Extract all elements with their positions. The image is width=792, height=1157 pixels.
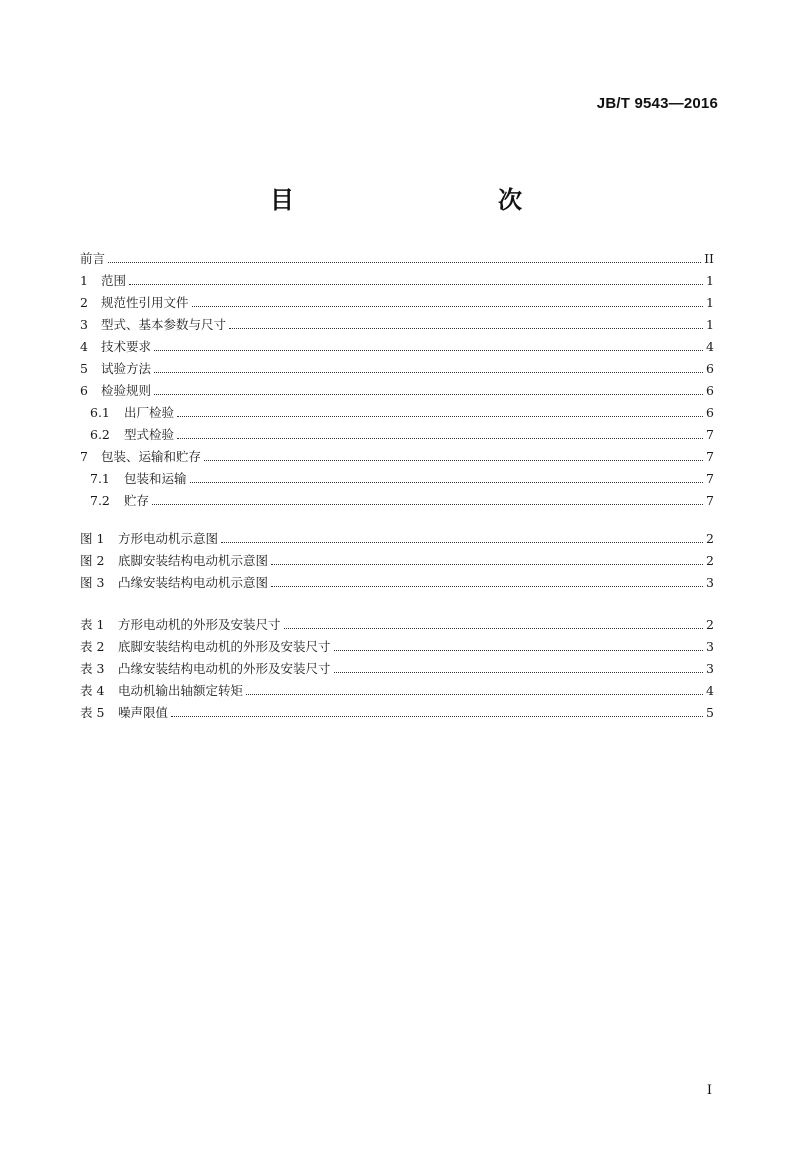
toc-entry-label: 方形电动机的外形及安装尺寸	[118, 617, 281, 632]
toc-entry-foreword[interactable]	[80, 247, 714, 267]
toc-entry-6-1[interactable]	[80, 401, 714, 421]
toc-entry-page: 6	[706, 361, 714, 376]
toc-leader-dots	[246, 693, 703, 695]
toc-leader-dots	[177, 437, 703, 439]
toc-entry-5[interactable]	[80, 357, 714, 377]
toc-entry-number: 6.2	[90, 427, 110, 442]
toc-entry-page: 1	[706, 295, 714, 310]
toc-entry-6-2[interactable]	[80, 423, 714, 443]
toc-entry-page: 7	[706, 493, 714, 508]
toc-entry-7[interactable]	[80, 445, 714, 465]
toc-entry-page: 6	[706, 405, 714, 420]
toc-entry-label: 电动机输出轴额定转矩	[118, 683, 244, 698]
toc-entry-label: 型式、基本参数与尺寸	[101, 317, 227, 332]
toc-entry-label: 型式检验	[124, 427, 175, 442]
toc-entry-number: 7.2	[90, 493, 110, 508]
toc-leader-dots	[154, 349, 703, 351]
toc-entry-number: 图 1	[80, 531, 105, 546]
toc-entry-number: 7.1	[90, 471, 110, 486]
toc-entry-label: 试验方法	[101, 361, 152, 376]
toc-leader-dots	[154, 371, 703, 373]
toc-entry-label: 凸缘安装结构电动机的外形及安装尺寸	[118, 661, 331, 676]
toc-entry-page: 3	[706, 661, 714, 676]
toc-entry-number: 6	[80, 383, 88, 398]
toc-entry-number: 表 3	[80, 661, 105, 676]
toc-entry-label: 底脚安装结构电动机的外形及安装尺寸	[118, 639, 331, 654]
page-title: 目 次	[270, 186, 574, 214]
toc-entry-label: 包装、运输和贮存	[101, 449, 202, 464]
toc-leader-dots	[177, 415, 703, 417]
page-number: I	[706, 1083, 712, 1098]
toc-entry-6[interactable]	[80, 379, 714, 399]
toc-table-1[interactable]	[80, 613, 714, 633]
toc-entry-page: 4	[706, 683, 714, 698]
toc-table-2[interactable]	[80, 635, 714, 655]
toc-entry-number: 6.1	[90, 405, 110, 420]
toc-entry-number: 表 2	[80, 639, 105, 654]
toc-entry-label: 包装和运输	[124, 471, 187, 486]
toc-leader-dots	[171, 715, 703, 717]
toc-entry-7-1[interactable]	[80, 467, 714, 487]
toc-entry-label: 规范性引用文件	[101, 295, 189, 310]
toc-entry-number: 表 5	[80, 705, 105, 720]
toc-entry-page: 1	[706, 273, 714, 288]
toc-leader-dots	[154, 393, 703, 395]
toc-table-3[interactable]	[80, 657, 714, 677]
toc-entry-7-2[interactable]	[80, 489, 714, 509]
toc-entry-number: 3	[80, 317, 88, 332]
toc-leader-dots	[271, 563, 703, 565]
toc-table-4[interactable]	[80, 679, 714, 699]
toc-entry-label: 贮存	[124, 493, 150, 508]
toc-entry-page: 2	[706, 553, 714, 568]
standard-code: JB/T 9543—2016	[596, 95, 718, 112]
toc-figure-2[interactable]	[80, 549, 714, 569]
toc-entry-number: 4	[80, 339, 88, 354]
toc-entry-number: 图 2	[80, 553, 105, 568]
toc-table-5[interactable]	[80, 701, 714, 721]
toc-entry-2[interactable]	[80, 291, 714, 311]
toc-entry-page: 2	[706, 617, 714, 632]
toc-entry-3[interactable]	[80, 313, 714, 333]
toc-leader-dots	[334, 671, 703, 673]
toc-figure-1[interactable]	[80, 527, 714, 547]
toc-entry-page: 7	[706, 427, 714, 442]
toc-leader-dots	[108, 261, 701, 263]
toc-entry-page: 3	[706, 575, 714, 590]
toc-entry-number: 7	[80, 449, 88, 464]
toc-entry-number: 图 3	[80, 575, 105, 590]
toc-leader-dots	[129, 283, 703, 285]
toc-entry-label: 检验规则	[101, 383, 152, 398]
toc-leader-dots	[271, 585, 703, 587]
toc-entry-label: 前言	[80, 251, 106, 266]
toc-leader-dots	[334, 649, 703, 651]
toc-entry-page: 2	[706, 531, 714, 546]
toc-entry-page: II	[704, 251, 714, 266]
toc-leader-dots	[229, 327, 703, 329]
toc-entry-number: 1	[80, 273, 88, 288]
toc-entry-page: 3	[706, 639, 714, 654]
toc-entry-1[interactable]	[80, 269, 714, 289]
toc-entry-page: 1	[706, 317, 714, 332]
toc-leader-dots	[190, 481, 703, 483]
toc-figure-3[interactable]	[80, 571, 714, 591]
toc-entry-page: 4	[706, 339, 714, 354]
toc-entry-label: 方形电动机示意图	[118, 531, 219, 546]
toc-entry-label: 范围	[101, 273, 127, 288]
toc-entry-page: 7	[706, 449, 714, 464]
toc-entry-page: 7	[706, 471, 714, 486]
toc-entry-number: 表 1	[80, 617, 105, 632]
toc-entry-number: 5	[80, 361, 88, 376]
toc-entry-label: 技术要求	[101, 339, 152, 354]
toc-entry-label: 底脚安装结构电动机示意图	[118, 553, 269, 568]
toc-leader-dots	[284, 627, 703, 629]
toc-leader-dots	[152, 503, 703, 505]
toc-entry-page: 5	[706, 705, 714, 720]
toc-leader-dots	[221, 541, 703, 543]
toc-entry-number: 2	[80, 295, 88, 310]
toc-leader-dots	[192, 305, 703, 307]
toc-entry-label: 凸缘安装结构电动机示意图	[118, 575, 269, 590]
toc-entry-label: 噪声限值	[118, 705, 169, 720]
toc-entry-label: 出厂检验	[124, 405, 175, 420]
toc-entry-4[interactable]	[80, 335, 714, 355]
toc-entry-page: 6	[706, 383, 714, 398]
toc-leader-dots	[204, 459, 703, 461]
toc-entry-number: 表 4	[80, 683, 105, 698]
